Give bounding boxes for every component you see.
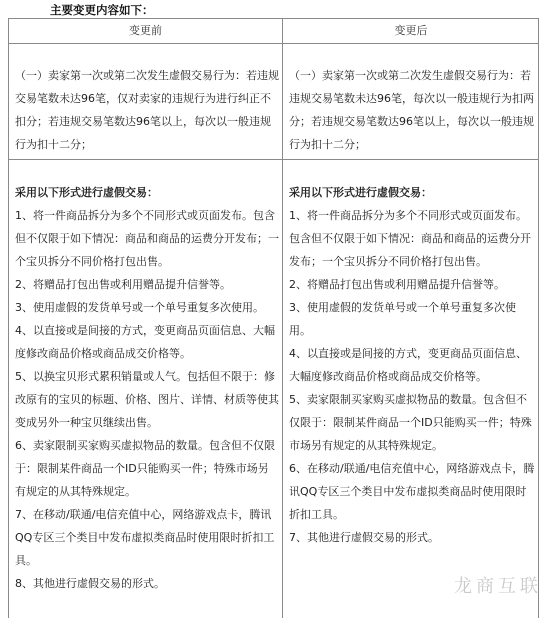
- row-divider: [9, 159, 538, 160]
- list-item: 5、卖家限制买家购买虚拟物品的数量。包含但不仅限于：限制某件商品一个ID只能购买一件；特殊市场另有规定的从其特殊规定。: [289, 393, 532, 452]
- page-title: 主要变更内容如下：: [50, 3, 154, 17]
- list-item: 2、将赠品打包出售或利用赠品提升信誉等。: [289, 278, 505, 291]
- row2-after-cell: [289, 181, 535, 549]
- list-item: 7、其他进行虚假交易的形式。: [289, 531, 439, 544]
- changes-table: [8, 18, 539, 618]
- list-item: 5、以换宝贝形式累积销量或人气。包括但不限于：修改原有的宝贝的标题、价格、图片、详情、材质等使其变成另外一种宝贝继续出售。: [15, 370, 279, 429]
- header-after: 变更后: [394, 24, 428, 37]
- list-item: 4、以直接或是间接的方式，变更商品页面信息、大幅度修改商品价格或商品成交价格等。: [289, 347, 527, 383]
- list-item: 6、在移动/联通/电信充值中心，网络游戏点卡，腾讯QQ专区三个类目中发布虚拟类商品时使用限时折扣工具。: [289, 462, 535, 521]
- list-item: 3、使用虚假的发货单号或一个单号重复多次使用。: [15, 301, 264, 314]
- row2-before-heading: 采用以下形式进行虚假交易：: [15, 186, 158, 199]
- list-item: 8、其他进行虚假交易的形式。: [15, 577, 165, 590]
- watermark: 龙商互联: [454, 576, 542, 597]
- list-item: 4、以直接或是间接的方式，变更商品页面信息、大幅度修改商品价格或商品成交价格等。: [15, 324, 275, 360]
- list-item: 6、卖家限制买家购买虚拟物品的数量。包含但不仅限于：限制某件商品一个ID只能购买一件；特殊市场另有规定的从其特殊规定。: [15, 439, 275, 498]
- list-item: 3、使用虚假的发货单号或一个单号重复多次使用。: [289, 301, 516, 337]
- list-item: 1、将一件商品拆分为多个不同形式或页面发布。包含但不仅限于如下情况：商品和商品的运费分开发布；一个宝贝拆分不同价格打包出售。: [289, 209, 531, 268]
- header-before: 变更前: [129, 24, 162, 37]
- header-divider: [9, 43, 538, 44]
- row2-after-heading: 采用以下形式进行虚假交易：: [289, 186, 432, 199]
- list-item: 7、在移动/联通/电信充值中心，网络游戏点卡，腾讯QQ专区三个类目中发布虚拟类商品时使用限时折扣工具。: [15, 508, 275, 567]
- column-divider: [282, 19, 283, 618]
- row1-after-text: （一）卖家第一次或第二次发生虚假交易行为：若违规交易笔数未达96笔，每次以一般违规行为扣两分；若违规交易笔数达96笔以上，每次以一般违规行为扣十二分；: [289, 69, 534, 151]
- row1-before-text: （一）卖家第一次或第二次发生虚假交易行为：若违规交易笔数未达96笔，仅对卖家的违规行为进行纠正不扣分；若违规交易笔数达96笔以上，每次以一般违规行为扣十二分；: [15, 69, 279, 151]
- list-item: 2、将赠品打包出售或利用赠品提升信誉等。: [15, 278, 231, 291]
- row2-before-cell: [15, 181, 279, 595]
- list-item: 1、将一件商品拆分为多个不同形式或页面发布。包含但不仅限于如下情况：商品和商品的运费分开发布；一个宝贝拆分不同价格打包出售。: [15, 209, 279, 268]
- row1-before-cell: [15, 64, 279, 156]
- row1-after-cell: [289, 64, 535, 156]
